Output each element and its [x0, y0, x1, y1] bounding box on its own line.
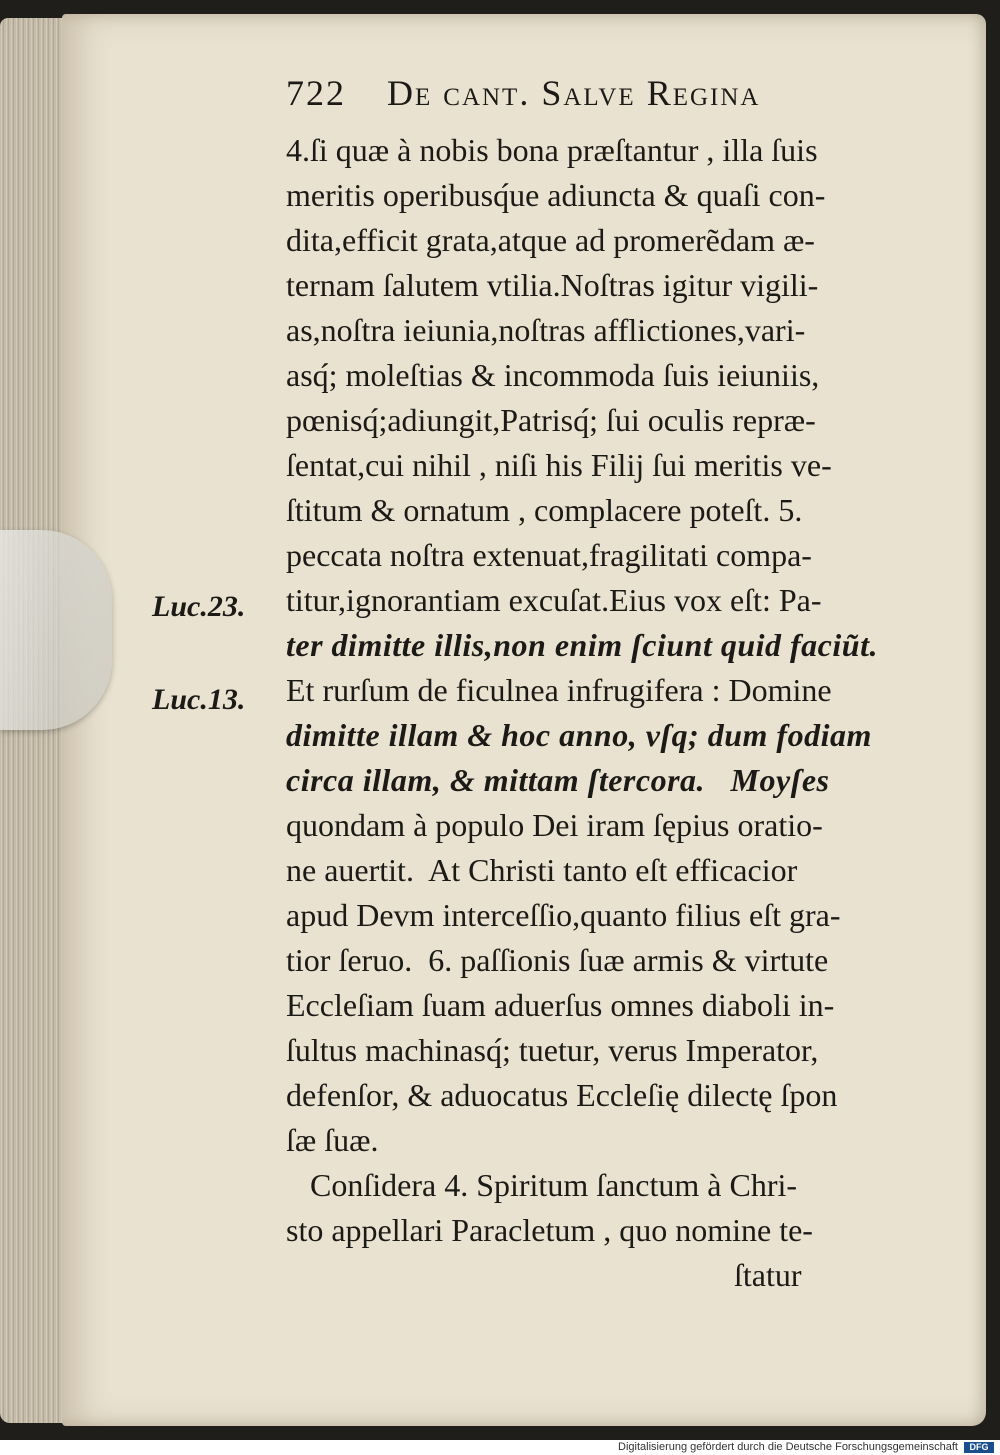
margin-note-luke-23: Luc.23. — [152, 590, 246, 623]
text-line: dimitte illam & hoc anno, vſq; dum fodiam — [286, 717, 872, 753]
text-line: circa illam, & mittam ſtercora. Moyſes — [286, 762, 830, 798]
text-line: titur,ignorantiam excuſat.Eius vox eſt: Pa- — [286, 582, 822, 618]
text-line: pœnisq́;adiungit,Patrisq́; ſui oculis repræ- — [286, 402, 816, 438]
bookmark-clip — [0, 530, 112, 730]
text-line: Et rurſum de ficulnea infrugifera : Domine — [286, 672, 832, 708]
footer-credit: Digitalisierung gefördert durch die Deutsche Forschungsgemeinschaft — [618, 1441, 958, 1453]
body-text — [286, 128, 956, 1298]
text-line: ſtitum & ornatum , complacere poteſt. 5. — [286, 492, 803, 528]
text-line: sto appellari Paracletum , quo nomine te- — [286, 1212, 813, 1248]
text-line: as,noſtra ieiunia,noſtras afflictiones,vari- — [286, 312, 806, 348]
text-line: ſultus machinasq́; tuetur, verus Imperator, — [286, 1032, 819, 1068]
text-line: 4.ſi quæ à nobis bona præſtantur , illa ſuis — [286, 132, 818, 168]
text-line: Eccleſiam ſuam aduerſus omnes diaboli in- — [286, 987, 835, 1023]
digitization-footer — [0, 1440, 1000, 1455]
text-line: dita,efficit grata,atque ad promerẽdam æ- — [286, 222, 815, 258]
text-line: quondam à populo Dei iram ſępius oratio- — [286, 807, 823, 843]
running-header — [286, 72, 886, 122]
running-title: De cant. Salve Regina — [387, 73, 761, 113]
text-line: defenſor, & aduocatus Eccleſię dilectę ſpon — [286, 1077, 838, 1113]
text-line: ne auertit. At Christi tanto eſt efficacior — [286, 852, 798, 888]
text-line: meritis operibusq́ue adiuncta & quaſi con- — [286, 177, 826, 213]
text-line: asq́; moleſtias & incommoda ſuis ieiuniis, — [286, 357, 820, 393]
text-line: apud Devm interceſſio,quanto filius eſt gra- — [286, 897, 841, 933]
text-line: ter dimitte illis,non enim ſciunt quid faciũt. — [286, 627, 878, 663]
dfg-logo: DFG — [964, 1442, 994, 1453]
text-line: ternam ſalutem vtilia.Noſtras igitur vigili- — [286, 267, 819, 303]
text-line: tior ſeruo. 6. paſſionis ſuæ armis & virtute — [286, 942, 829, 978]
page-number: 722 — [286, 73, 346, 113]
text-line: ſtatur — [286, 1257, 802, 1293]
text-line: peccata noſtra extenuat,fragilitati compa- — [286, 537, 812, 573]
text-line: ſentat,cui nihil , niſi his Filij ſui meritis ve- — [286, 447, 832, 483]
margin-note-luke-13: Luc.13. — [152, 683, 246, 716]
text-line: Conſidera 4. Spiritum ſanctum à Chri- — [286, 1167, 798, 1203]
text-line: ſæ ſuæ. — [286, 1122, 379, 1158]
